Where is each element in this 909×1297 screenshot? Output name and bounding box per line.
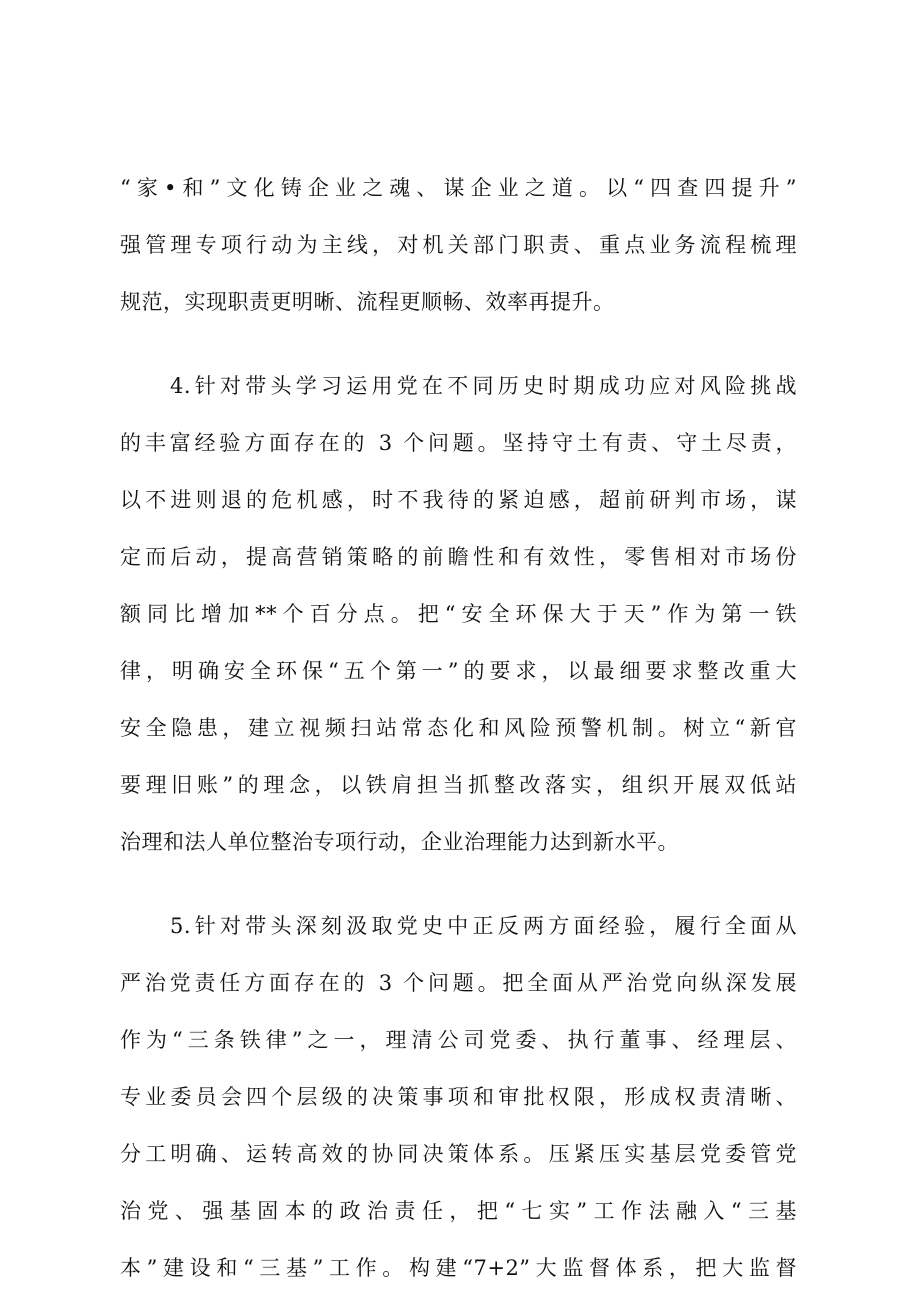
text-line: 以不进则退的危机感，时不我待的紧迫感，超前研判市场，谋 (120, 488, 797, 512)
paragraph-spacer (120, 871, 797, 898)
text-line: 4.针对带头学习运用党在不同历史时期成功应对风险挑战 (170, 374, 797, 398)
text-line: 专业委员会四个层级的决策事项和审批权限，形成权责清晰、 (120, 1085, 797, 1109)
text-line: 额同比增加**个百分点。把“安全环保大于天”作为第一铁 (120, 602, 797, 626)
paragraph-1 (120, 160, 797, 331)
text-line: 分工明确、运转高效的协同决策体系。压紧压实基层党委管党 (120, 1142, 797, 1166)
text-line: “家•和”文化铸企业之魂、谋企业之道。以“四查四提升” (120, 176, 797, 200)
text-line: 本”建设和“三基”工作。构建“7+2”大监督体系，把大监督 (120, 1256, 797, 1280)
text-line: 强管理专项行动为主线，对机关部门职责、重点业务流程梳理 (120, 233, 797, 257)
text-line: 治理和法人单位整治专项行动，企业治理能力达到新水平。 (120, 830, 679, 854)
paragraph-2 (120, 358, 797, 871)
text-line: 的丰富经验方面存在的 3 个问题。坚持守土有责、守土尽责， (120, 431, 797, 455)
text-line: 作为“三条铁律”之一，理清公司党委、执行董事、经理层、 (120, 1028, 797, 1052)
paragraph-3 (120, 898, 797, 1297)
text-line: 定而后动，提高营销策略的前瞻性和有效性，零售相对市场份 (120, 545, 797, 569)
text-line: 5.针对带头深刻汲取党史中正反两方面经验，履行全面从 (170, 914, 797, 938)
paragraph-spacer (120, 331, 797, 358)
text-line: 规范，实现职责更明晰、流程更顺畅、效率再提升。 (120, 290, 615, 314)
text-line: 要理旧账”的理念，以铁肩担当抓整改落实，组织开展双低站 (120, 773, 797, 797)
text-line: 严治党责任方面存在的 3 个问题。把全面从严治党向纵深发展 (120, 971, 797, 995)
text-line: 律，明确安全环保“五个第一”的要求，以最细要求整改重大 (120, 659, 797, 683)
document-body (120, 160, 797, 1297)
text-line: 安全隐患，建立视频扫站常态化和风险预警机制。树立“新官 (120, 716, 797, 740)
text-line: 治党、强基固本的政治责任，把“七实”工作法融入“三基 (120, 1199, 797, 1223)
